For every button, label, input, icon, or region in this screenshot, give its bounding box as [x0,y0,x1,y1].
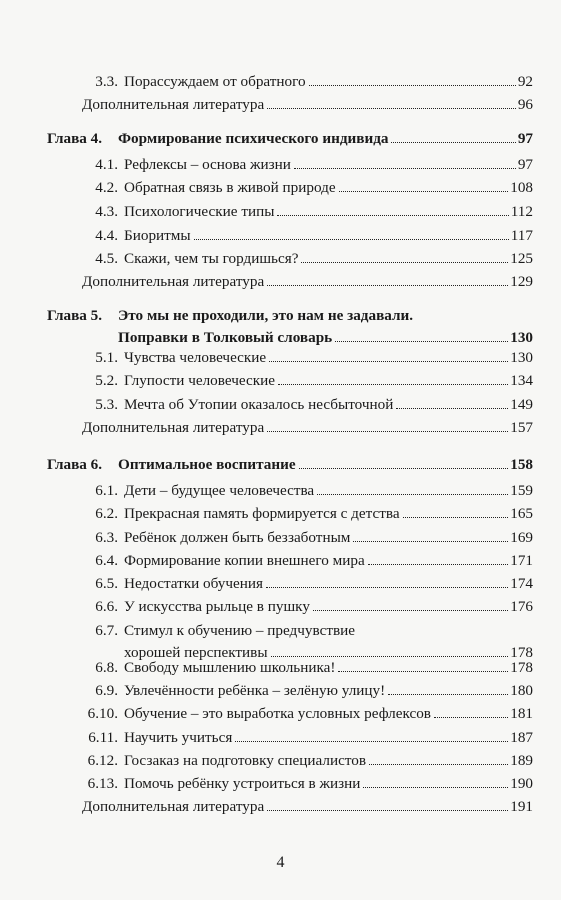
toc-entry[interactable] [47,130,533,148]
dot-leader [403,517,509,518]
toc-entry[interactable] [82,250,533,268]
page-ref: 178 [510,644,533,661]
toc-entry[interactable] [82,705,533,723]
section-title: Психологические типы [124,203,275,220]
chapter-title: Оптимальное воспитание [118,456,296,473]
page-ref: 176 [510,598,533,615]
section-title: Рефлексы – основа жизни [124,156,291,173]
page-ref: 157 [510,419,533,436]
page-ref: 189 [510,752,533,769]
section-number: 6.8. [95,659,118,676]
toc-entry[interactable] [47,456,533,474]
section-title: Госзаказ на подготовку специалистов [124,752,367,769]
toc-entry[interactable] [82,227,533,245]
toc-entry[interactable] [82,505,533,523]
section-number: 6.2. [95,505,118,522]
page-ref: 165 [510,505,533,522]
chapter-heading [47,307,413,325]
literature-title: Дополнительная литература [82,419,265,436]
page-ref: 171 [510,552,533,569]
dot-leader [369,764,508,765]
section-title: Прекрасная память формируется с детства [124,505,400,522]
page-ref: 169 [510,529,533,546]
page-ref: 97 [517,130,533,147]
toc-entry[interactable] [82,349,533,367]
literature-title: Дополнительная литература [82,798,265,815]
toc-entry[interactable] [82,659,533,677]
dot-leader [388,694,508,695]
section-number: 6.4. [95,552,118,569]
section-title: Мечта об Утопии оказалось несбыточной [124,396,394,413]
toc-entry[interactable] [82,598,533,616]
section-title: Обучение – это выработка условных рефлексов [124,705,431,722]
page-ref: 92 [517,73,533,90]
page-ref: 149 [510,396,533,413]
section-number: 4.2. [95,179,118,196]
section-number: 4.5. [95,250,118,267]
toc-entry[interactable] [82,482,533,500]
toc-entry[interactable] [82,752,533,770]
section-number: 6.10. [87,705,118,722]
page-ref: 125 [510,250,533,267]
dot-leader [299,468,509,469]
page-ref: 180 [510,682,533,699]
toc-entry[interactable] [82,203,533,221]
section-number: 5.2. [95,372,118,389]
toc-entry[interactable] [82,372,533,390]
dot-leader [391,142,515,143]
section-title: Глупости человеческие [124,372,275,389]
literature-title: Дополнительная литература [82,273,265,290]
page-ref: 97 [517,156,533,173]
section-title: Научить учиться [124,729,233,746]
chapter-divider [47,297,533,298]
dot-leader [194,239,509,240]
section-number: 4.1. [95,156,118,173]
section-heading [82,622,355,640]
toc-entry[interactable] [82,729,533,747]
section-title: Недостатки обучения [124,575,264,592]
section-title: Порассуждаем от обратного [124,73,306,90]
toc-entry-literature[interactable] [82,96,533,114]
page-ref: 134 [510,372,533,389]
section-number: 5.3. [95,396,118,413]
section-number: 6.5. [95,575,118,592]
dot-leader [338,671,508,672]
toc-entry-literature[interactable] [82,273,533,291]
page-ref: 112 [510,203,533,220]
dot-leader [294,168,516,169]
dot-leader [271,656,509,657]
section-number: 3.3. [95,73,118,90]
dot-leader [335,341,508,342]
dot-leader [301,262,508,263]
page-ref: 108 [510,179,533,196]
section-number: 6.7. [95,622,118,639]
section-number: 4.4. [95,227,118,244]
section-title: Дети – будущее человечества [124,482,315,499]
toc-entry[interactable] [82,179,533,197]
page-ref: 187 [510,729,533,746]
dot-leader [309,85,516,86]
dot-leader [317,494,508,495]
page-ref: 158 [510,456,533,473]
page-ref: 181 [510,705,533,722]
chapter-title: Формирование психического индивида [118,130,389,147]
dot-leader [368,564,509,565]
dot-leader [267,810,508,811]
section-title: Биоритмы [124,227,191,244]
dot-leader [269,361,508,362]
dot-leader [235,741,508,742]
page-ref: 130 [510,329,533,346]
section-number: 6.9. [95,682,118,699]
page-number: 4 [276,854,285,871]
toc-entry[interactable] [118,329,533,347]
toc-entry[interactable] [82,529,533,547]
section-title: Помочь ребёнку устроиться в жизни [124,775,361,792]
dot-leader [278,384,508,385]
dot-leader [353,541,508,542]
chapter-divider [47,446,533,447]
dot-leader [267,285,508,286]
toc-entry[interactable] [82,682,533,700]
section-number: 6.1. [95,482,118,499]
section-title: Обратная связь в живой природе [124,179,336,196]
section-title: Скажи, чем ты гордишься? [124,250,299,267]
dot-leader [266,587,508,588]
toc-entry[interactable] [82,775,533,793]
page-ref: 190 [510,775,533,792]
page-ref: 130 [510,349,533,366]
dot-leader [434,717,508,718]
page-ref: 117 [510,227,533,244]
page-ref: 174 [510,575,533,592]
dot-leader [363,787,508,788]
toc-entry[interactable] [82,396,533,414]
chapter-number: Глава 6. [47,456,103,473]
section-number: 6.11. [88,729,118,746]
chapter-title-line1: Это мы не проходили, это нам не задавали. [118,307,414,324]
section-title-line1: Стимул к обучению – предчувствие [124,622,356,639]
section-title: Чувства человеческие [124,349,267,366]
toc-entry-literature[interactable] [82,798,533,816]
chapter-number: Глава 5. [47,307,103,324]
dot-leader [339,191,509,192]
page-ref: 159 [510,482,533,499]
section-title: Ребёнок должен быть беззаботным [124,529,351,546]
chapter-title: Поправки в Толковый словарь [118,329,333,346]
toc-entry[interactable] [82,73,533,91]
literature-title: Дополнительная литература [82,96,265,113]
section-title: У искусства рыльце в пушку [124,598,310,615]
chapter-number: Глава 4. [47,130,103,147]
section-title: Формирование копии внешнего мира [124,552,365,569]
page-ref: 191 [510,798,533,815]
section-title: Увлечённости ребёнка – зелёную улицу! [124,682,386,699]
dot-leader [277,215,508,216]
chapter-divider [47,120,533,121]
section-title: Свободу мышлению школьника! [124,659,336,676]
section-number: 6.3. [95,529,118,546]
section-number: 4.3. [95,203,118,220]
dot-leader [396,408,508,409]
toc-entry[interactable] [82,552,533,570]
toc-entry[interactable] [82,156,533,174]
toc-entry-literature[interactable] [82,419,533,437]
page-ref: 178 [510,659,533,676]
dot-leader [267,431,508,432]
dot-leader [267,108,516,109]
section-number: 6.6. [95,598,118,615]
section-number: 6.12. [87,752,118,769]
page-ref: 96 [517,96,533,113]
section-number: 6.13. [87,775,118,792]
page-ref: 129 [510,273,533,290]
section-title: хорошей перспективы [124,644,268,661]
toc-entry[interactable] [82,575,533,593]
section-number: 5.1. [95,349,118,366]
dot-leader [313,610,508,611]
